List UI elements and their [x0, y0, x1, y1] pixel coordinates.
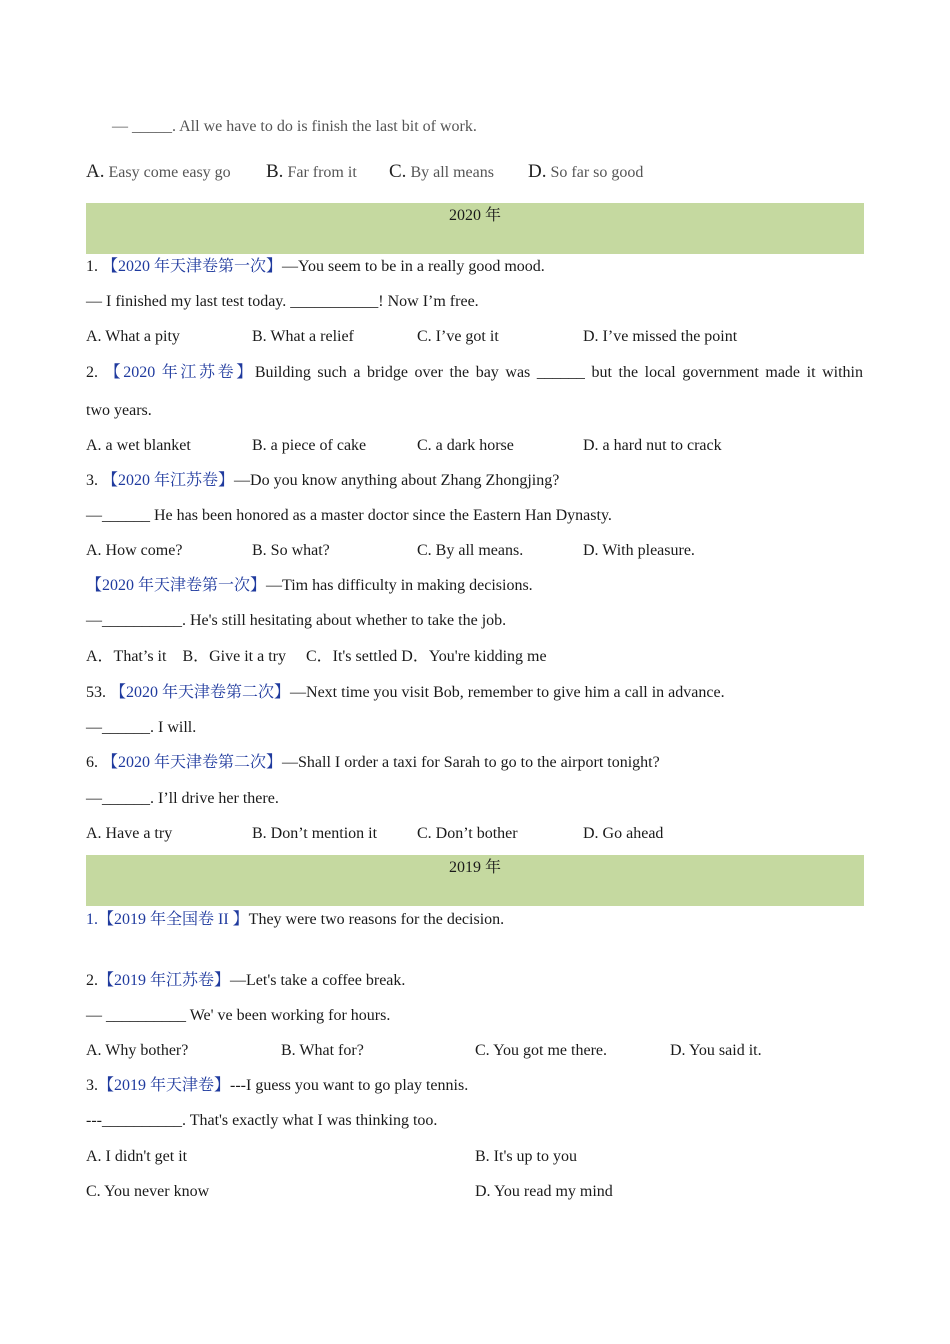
- q2019-3-source: 【2019 年天津卷】: [98, 1077, 231, 1094]
- q2020-2-option-c[interactable]: C. a dark horse: [417, 437, 514, 454]
- q2020-4-stem: 【2020 年天津卷第一次】—Tim has difficulty in making decisions.: [86, 577, 533, 594]
- section-heading-2019: 2019 年: [86, 855, 864, 906]
- q2020-3-source: 【2020 年江苏卷】: [102, 472, 235, 489]
- q2020-5-stem: 53. 【2020 年天津卷第二次】—Next time you visit Bob, remember to give him a call in advance.: [86, 684, 725, 701]
- q2020-6-stem: 6. 【2020 年天津卷第二次】—Shall I order a taxi for Sarah to go to the airport tonight?: [86, 754, 660, 771]
- q2019-2-source: 【2019 年江苏卷】: [98, 972, 231, 989]
- q2020-6-option-a[interactable]: A. Have a try: [86, 825, 173, 842]
- q2020-2-source: 【2020 年江苏卷】: [104, 364, 255, 381]
- q2020-4-line2: —__________. He's still hesitating about whether to take the job.: [86, 612, 507, 629]
- q2019-3-option-b[interactable]: B. It's up to you: [475, 1148, 577, 1165]
- q2019-2-option-a[interactable]: A. Why bother?: [86, 1042, 189, 1059]
- intro-answer-line: — _____. All we have to do is finish the last bit of work.: [112, 118, 477, 135]
- q2020-5-line2: —______. I will.: [86, 719, 197, 736]
- q2020-6-line2: —______. I’ll drive her there.: [86, 790, 279, 807]
- q2020-3-option-c[interactable]: C. By all means.: [417, 542, 524, 559]
- q2020-4-source: 【2020 年天津卷第一次】: [86, 577, 267, 594]
- q2020-6-option-d[interactable]: D. Go ahead: [583, 825, 664, 842]
- q2020-1-option-d[interactable]: D. I’ve missed the point: [583, 328, 738, 345]
- q2020-2-option-d[interactable]: D. a hard nut to crack: [583, 437, 722, 454]
- intro-option-d[interactable]: D. So far so good: [528, 161, 644, 182]
- q2019-1-source: 【2019 年全国卷 II 】: [98, 911, 249, 928]
- q2019-2-option-b[interactable]: B. What for?: [281, 1042, 364, 1059]
- q2019-3-option-a[interactable]: A. I didn't get it: [86, 1148, 188, 1165]
- intro-option-b[interactable]: B. Far from it: [266, 161, 357, 182]
- q2020-2-option-b[interactable]: B. a piece of cake: [252, 437, 367, 454]
- q2019-3-option-c[interactable]: C. You never know: [86, 1183, 210, 1200]
- intro-option-a[interactable]: A. Easy come easy go: [86, 161, 231, 182]
- q2020-1-stem: 1. 【2020 年天津卷第一次】—You seem to be in a really good mood.: [86, 258, 545, 275]
- q2020-3-option-d[interactable]: D. With pleasure.: [583, 542, 695, 559]
- q2020-5-source: 【2020 年天津卷第二次】: [110, 684, 291, 701]
- q2020-1-option-b[interactable]: B. What a relief: [252, 328, 354, 345]
- q2020-2-stem: 2. 【2020 年江苏卷】Building such a bridge over the bay was ______ but the local government made it within: [86, 364, 864, 381]
- q2020-1-line2: — I finished my last test today. ___________! Now I’m free.: [86, 293, 479, 310]
- q2020-1-option-a[interactable]: A. What a pity: [86, 328, 180, 345]
- q2019-1-stem: 1.【2019 年全国卷 II 】They were two reasons for the decision.: [86, 911, 505, 928]
- q2020-3-option-a[interactable]: A. How come?: [86, 542, 183, 559]
- section-heading-2020: 2020 年: [86, 203, 864, 254]
- q2019-2-line2: — __________ We' ve been working for hours.: [86, 1007, 391, 1024]
- q2020-4-options[interactable]: A．That’s it B．Give it a try C．It's settled D．You're kidding me: [86, 648, 547, 665]
- q2020-6-option-c[interactable]: C. Don’t bother: [417, 825, 518, 842]
- q2019-3-stem: 3.【2019 年天津卷】---I guess you want to go play tennis.: [86, 1077, 469, 1094]
- q2019-3-line2: ---__________. That's exactly what I was thinking too.: [86, 1112, 438, 1129]
- q2019-2-stem: 2.【2019 年江苏卷】—Let's take a coffee break.: [86, 972, 406, 989]
- q2020-2-option-a[interactable]: A. a wet blanket: [86, 437, 191, 454]
- q2020-3-option-b[interactable]: B. So what?: [252, 542, 330, 559]
- q2020-6-option-b[interactable]: B. Don’t mention it: [252, 825, 378, 842]
- q2020-3-line2: —______ He has been honored as a master doctor since the Eastern Han Dynasty.: [86, 507, 612, 524]
- q2020-1-source: 【2020 年天津卷第一次】: [102, 258, 283, 275]
- q2020-2-line2: two years.: [86, 402, 152, 419]
- q2020-1-option-c[interactable]: C. I’ve got it: [417, 328, 499, 345]
- q2020-3-stem: 3. 【2020 年江苏卷】—Do you know anything about Zhang Zhongjing?: [86, 472, 560, 489]
- intro-option-c[interactable]: C. By all means: [389, 161, 494, 182]
- q2019-3-option-d[interactable]: D. You read my mind: [475, 1183, 613, 1200]
- q2019-2-option-d[interactable]: D. You said it.: [670, 1042, 762, 1059]
- q2020-6-source: 【2020 年天津卷第二次】: [102, 754, 283, 771]
- q2019-2-option-c[interactable]: C. You got me there.: [475, 1042, 607, 1059]
